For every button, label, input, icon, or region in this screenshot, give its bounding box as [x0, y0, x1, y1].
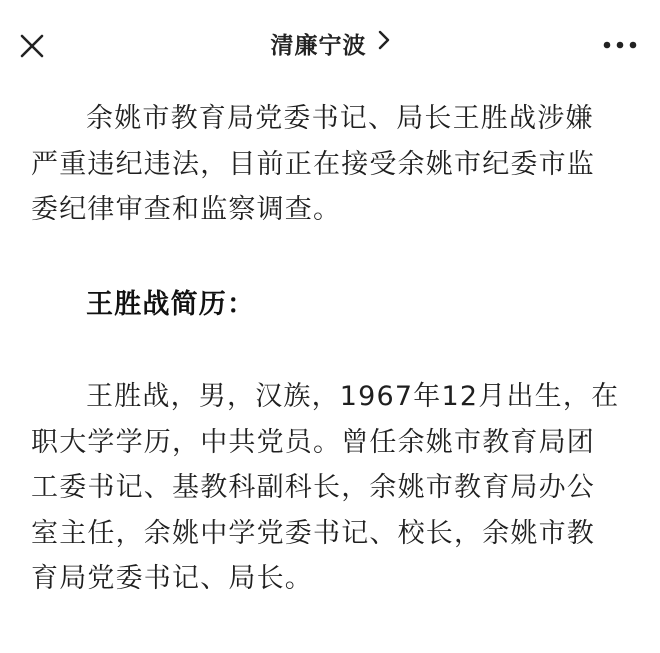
paragraph-line: 余姚市教育局党委书记、局长王胜战涉嫌	[86, 103, 594, 134]
resume-heading: 王胜战简历：	[86, 289, 256, 320]
chevron-right-icon	[378, 30, 390, 54]
paragraph-line: 育局党委书记、局长。	[31, 563, 313, 594]
paragraph-line: 工委书记、基教科副科长，余姚市教育局办公	[31, 472, 595, 503]
top-navigation-bar	[0, 0, 660, 88]
paragraph-line: 委纪律审查和监察调查。	[31, 194, 342, 225]
paragraph-line: 严重违纪违法，目前正在接受余姚市纪委市监	[31, 148, 595, 180]
paragraph-announcement	[31, 96, 636, 233]
paragraph-line: 职大学学历，中共党员。曾任余姚市教育局团	[31, 426, 595, 458]
paragraph-resume	[31, 374, 636, 602]
paragraph-line: 室主任，余姚中学党委书记、校长，余姚市教	[31, 517, 595, 549]
more-dots-icon	[600, 32, 640, 58]
more-options-button[interactable]	[600, 32, 640, 58]
paragraph-line: 王胜战，男，汉族，1967年12月出生，在	[86, 381, 620, 412]
account-title-link[interactable]	[0, 27, 660, 60]
account-title: 清廉宁波	[270, 33, 367, 59]
